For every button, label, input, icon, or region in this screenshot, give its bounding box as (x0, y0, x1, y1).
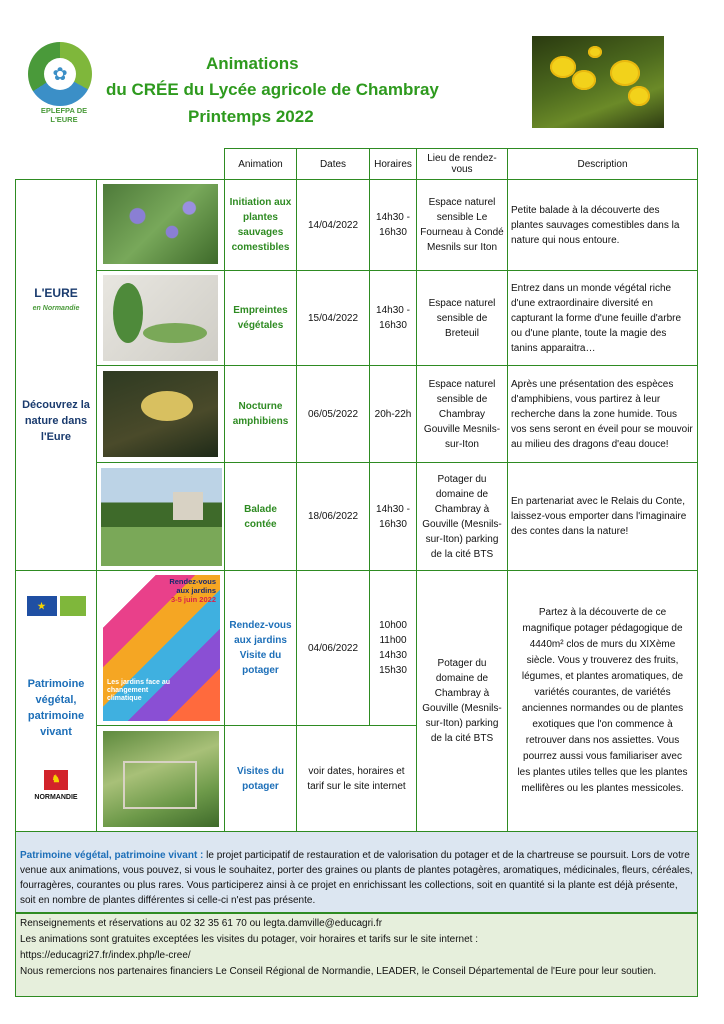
photo-cell-3 (96, 365, 225, 463)
horaires-row-1: 14h30 - 16h30 (369, 179, 417, 271)
lieu-row-2: Espace naturel sensible de Breteuil (416, 270, 508, 366)
eplefpa-logo (28, 42, 92, 106)
animation-initiation-plantes: Initiation aux plantes sauvages comestibles (224, 179, 297, 271)
leader-logo-icon (60, 596, 86, 616)
eure-department-logo: L'EURE en Normandie (32, 286, 80, 312)
animation-rendez-vous-jardins: Rendez-vous aux jardins Visite du potager (224, 570, 297, 726)
column-header-lieu: Lieu de rendez-vous (416, 148, 508, 180)
lieu-potager-merged: Potager du domaine de Chambray à Gouville (Mesnils-sur-Iton) parking de la cité BTS (416, 570, 508, 832)
horaires-row-3: 20h-22h (369, 365, 417, 463)
website-link[interactable]: https://educagri27.fr/index.php/le-cree/ (20, 950, 191, 961)
eu-leader-logos (27, 596, 86, 616)
patrimoine-info-text: le projet participatif de restauration et de valorisation du potager et de la chartreuse se poursuit. Lors de votre venue aux animations, vous pouvez, si vous le souhaitez, porter des graines ou plants de plantes potagères, aromatiques, médicinales, fleurs, céréales, fourragères, courantes ou plus rares. Vous participerez ainsi à ce projet en enrichissant les collections, soit en quantité si la plante est déjà présente, soit en nombre de plantes différentes si celle-ci n'est pas présente. (20, 850, 693, 906)
eu-flag-icon: ★ (27, 596, 57, 616)
photo-cell-6 (96, 725, 225, 832)
page-title-line3: Printemps 2022 (188, 107, 314, 126)
patrimoine-info-box (15, 831, 698, 913)
date-row-2: 15/04/2022 (296, 270, 370, 366)
description-row-3: Après une présentation des espèces d'amphibiens, vous partirez à leur recherche dans la zone humide. Tous vos sens seront en éveil pour se mouvoir au milieu des dragons d'eau douce! (507, 365, 698, 463)
wild-plants-photo (103, 184, 218, 264)
page-title-line1: Animations (206, 54, 299, 73)
reservation-line: Renseignements et réservations au 02 32 35 61 70 ou legta.damville@educagri.fr (20, 918, 383, 929)
horaires-row-5: 10h00 11h00 14h30 15h30 (369, 570, 417, 726)
description-row-1: Petite balade à la découverte des plantes sauvages comestibles dans la nature qui nous entoure. (507, 179, 698, 271)
horaires-row-2: 14h30 - 16h30 (369, 270, 417, 366)
tarifs-line: Les animations sont gratuites exceptées les visites du potager, voir horaires et tarifs sur le site internet : (20, 934, 479, 945)
rendez-vous-aux-jardins-poster: Rendez-vous aux jardins 3-5 juin 2022 Les jardins face au changement climatique (103, 575, 220, 721)
date-row-3: 06/05/2022 (296, 365, 370, 463)
leaf-icon: ✿ (44, 58, 76, 90)
lion-icon: ♞ (44, 770, 68, 790)
date-row-5: 04/06/2022 (296, 570, 370, 726)
partners-thanks-line: Nous remercions nos partenaires financiers Le Conseil Régional de Normandie, LEADER, le Conseil Départemental de l'Eure pour leur soutien. (20, 966, 657, 977)
column-header-animation: Animation (224, 148, 297, 180)
lieu-row-4: Potager du domaine de Chambray à Gouville (Mesnils-sur-Iton) parking de la cité BTS (416, 462, 508, 571)
description-row-4: En partenariat avec le Relais du Conte, laissez-vous emporter dans l'imaginaire des contes dans la nature! (507, 462, 698, 571)
column-header-description: Description (507, 148, 698, 180)
theme-nature-label: Découvrez la nature dans l'Eure (22, 399, 90, 443)
theme-nature (15, 179, 97, 571)
photo-cell-4 (96, 462, 225, 571)
contact-info-box (15, 913, 698, 997)
description-row-2: Entrez dans un monde végétal riche d'une extraordinaire diversité en capturant la forme d'une feuille d'arbre ou d'une plante, toute la magie des tanins apparaitra… (507, 270, 698, 366)
animation-nocturne-amphibiens: Nocturne amphibiens (224, 365, 297, 463)
column-header-horaires: Horaires (369, 148, 417, 180)
animation-balade-contee: Balade contée (224, 462, 297, 571)
theme-patrimoine-label: Patrimoine végétal, patrimoine vivant (27, 678, 85, 738)
photo-cell-5 (96, 570, 225, 726)
logo-caption: EPLEFPA DE L'EURE (40, 106, 88, 124)
horaires-row-4: 14h30 - 16h30 (369, 462, 417, 571)
patrimoine-info-lead: Patrimoine végétal, patrimoine vivant : (20, 850, 204, 861)
frog-photo (103, 371, 218, 457)
page-title-line2: du CRÉE du Lycée agricole de Chambray (106, 80, 439, 99)
lieu-row-1: Espace naturel sensible Le Fourneau à Condé Mesnils sur Iton (416, 179, 508, 271)
date-row-4: 18/06/2022 (296, 462, 370, 571)
column-header-dates: Dates (296, 148, 370, 180)
photo-cell-1 (96, 179, 225, 271)
animation-empreintes: Empreintes végétales (224, 270, 297, 366)
lieu-row-3: Espace naturel sensible de Chambray Gouville Mesnils-sur-Iton (416, 365, 508, 463)
description-potager-merged: Partez à la découverte de ce magnifique potager pédagogique de 4440m² clos de murs du XIXème siècle. Vous y trouverez des fruits, légumes, et plantes aromatiques, de variétés courantes, de variétés anciennes normandes ou de plantes exotiques que l'on commence à retrouver dans nos assiettes. Vous pourrez aussi vous familiariser avec les plantes utiles telles que les plantes mellifères ou les plantes messicoles. (507, 570, 698, 832)
theme-patrimoine (15, 570, 97, 832)
daffodil-photo (532, 36, 664, 128)
leaf-prints-photo (103, 275, 218, 361)
normandie-logo: ♞ NORMANDIE (34, 770, 77, 806)
animation-visites-potager: Visites du potager (224, 725, 297, 832)
potager-aerial-photo (103, 731, 219, 827)
chateau-photo (101, 468, 222, 566)
photo-cell-2 (96, 270, 225, 366)
date-horaires-row-6: voir dates, horaires et tarif sur le site internet (296, 725, 417, 832)
date-row-1: 14/04/2022 (296, 179, 370, 271)
